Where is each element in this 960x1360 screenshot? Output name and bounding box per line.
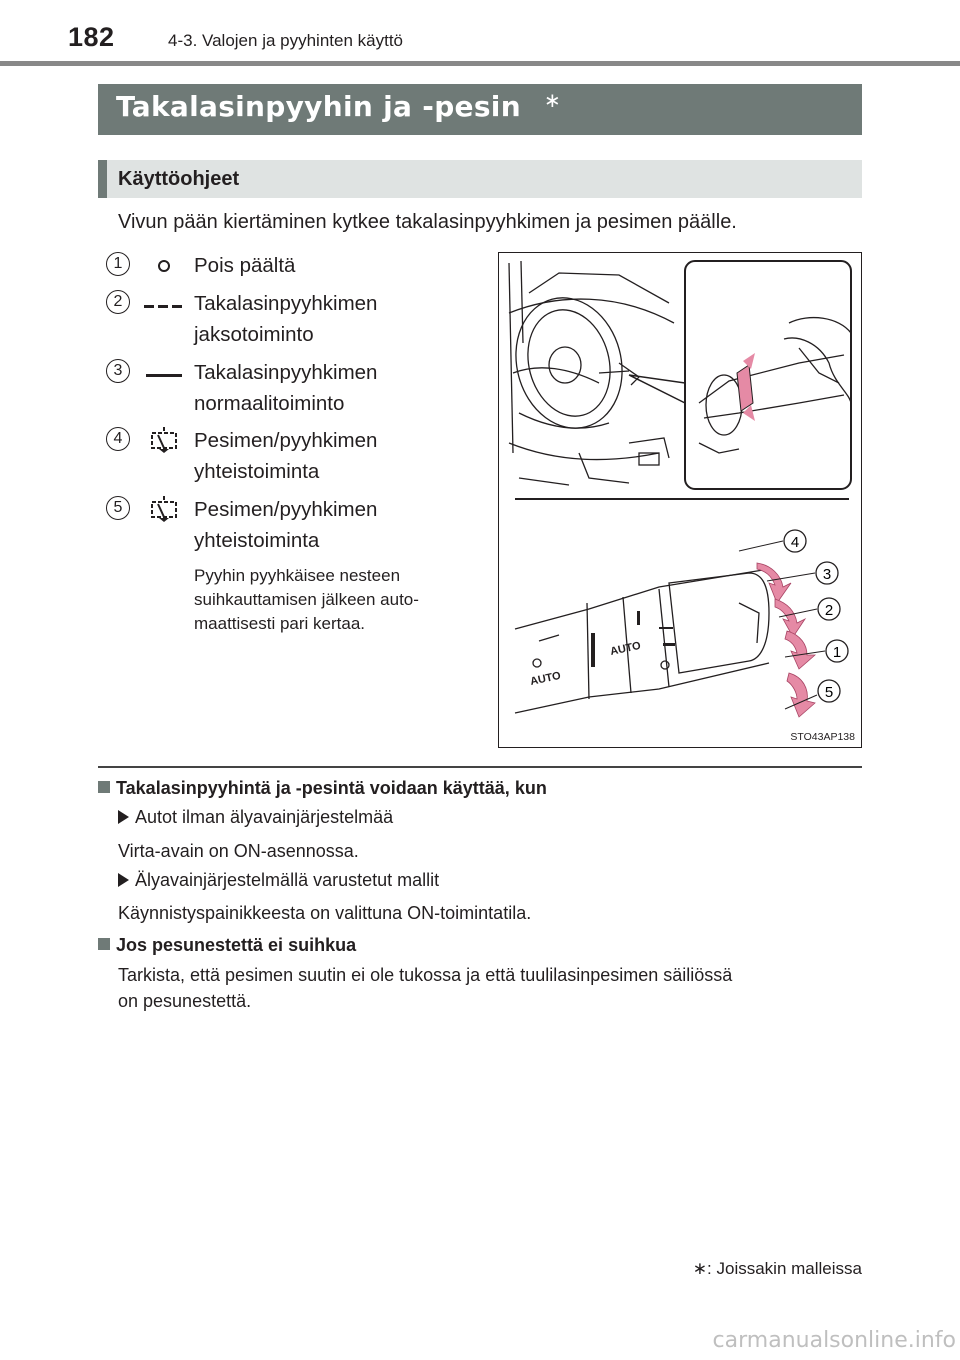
subsection-bar [98, 160, 862, 198]
arrow-bullet-icon [118, 810, 129, 824]
square-bullet-icon [98, 938, 110, 950]
page-header [0, 0, 960, 64]
off-circle-icon [144, 256, 184, 274]
condition-no-smart-key: Autot ilman älyavainjärjestelmää [118, 807, 393, 828]
washer-wiper-icon [144, 496, 184, 522]
item-label: Pois päältä [194, 254, 296, 277]
item-label: Pesimen/pyyhkimen yhteistoiminta [194, 498, 378, 552]
item-label: Pesimen/pyyhkimen yhteistoiminta [194, 429, 378, 483]
item-number: 1 [106, 252, 130, 276]
figure-code: STO43AP138 [790, 731, 855, 743]
footnote-star: ∗ [692, 1259, 708, 1278]
washer-wiper-icon [144, 427, 184, 453]
condition-text-engine-switch: Käynnistyspainikkeesta on valittuna ON-toimintatila. [118, 903, 532, 923]
chapter-title: 4-3. Valojen ja pyyhinten käyttö [168, 31, 403, 50]
item-note: Pyyhin pyyhkäisee nesteen suihkauttamisen jälkeen auto- maattisesti pari kertaa. [194, 566, 419, 633]
washer-fluid-text: Tarkista, että pesimen suutin ei ole tukossa ja että tuulilasinpesimen säiliössä on pesunestettä. [118, 965, 733, 1011]
item-number: 4 [106, 427, 130, 451]
lever-illustration [498, 252, 862, 748]
lever-drawing [499, 253, 860, 746]
section-title-bar [98, 84, 862, 135]
callout-2: 2 [824, 602, 834, 619]
condition-text-ignition: Virta-avain on ON-asennossa. [118, 841, 359, 861]
intermittent-dash-icon [144, 294, 184, 312]
watermark: carmanualsonline.info [712, 1328, 956, 1353]
lever-auto-label: AUTO [609, 639, 642, 658]
square-bullet-icon [98, 781, 110, 793]
stalk-auto-label: AUTO [529, 669, 562, 688]
note-heading-usage: Takalasinpyyhintä ja -pesintä voidaan käyttää, kun [98, 778, 547, 799]
item-label: Takalasinpyyhkimen normaalitoiminto [194, 361, 378, 415]
title-footnote-star: ∗ [544, 90, 561, 112]
header-rule [0, 61, 960, 66]
page-number: 182 [68, 22, 115, 52]
callout-5: 5 [824, 684, 834, 701]
callout-1: 1 [832, 644, 842, 661]
callout-4: 4 [790, 534, 800, 551]
intro-text: Vivun pään kiertäminen kytkee takalasinpyyhkimen ja pesimen päälle. [118, 211, 737, 233]
footnote: ∗: Joissakin malleissa [692, 1259, 862, 1278]
subsection-title: Käyttöohjeet [118, 168, 240, 190]
continuous-bar-icon [144, 363, 184, 381]
callout-3: 3 [822, 566, 832, 583]
item-number: 5 [106, 496, 130, 520]
condition-smart-key: Älyavainjärjestelmällä varustetut mallit [118, 870, 439, 891]
item-number: 3 [106, 359, 130, 383]
section-divider [98, 766, 862, 768]
section-title: Takalasinpyyhin ja -pesin [116, 90, 521, 123]
arrow-bullet-icon [118, 873, 129, 887]
item-number: 2 [106, 290, 130, 314]
note-heading-washer-fluid: Jos pesunestettä ei suihkua [98, 935, 356, 956]
subsection-accent [98, 160, 107, 198]
item-label: Takalasinpyyhkimen jaksotoiminto [194, 292, 378, 346]
